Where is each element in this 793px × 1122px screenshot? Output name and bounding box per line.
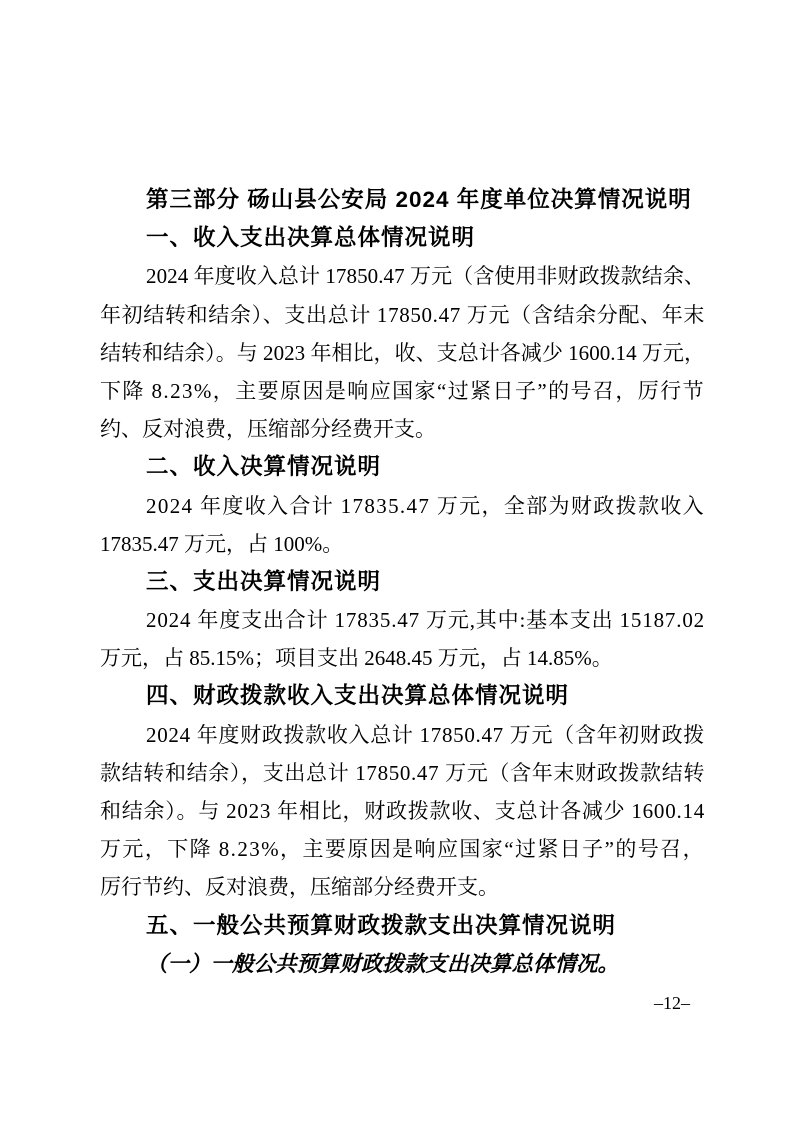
doc-line [100, 716, 705, 754]
document-content [100, 181, 705, 983]
doc-line [100, 410, 705, 448]
doc-line-text: 万元，占 85.15%；项目支出 2648.45 万元，占 14.85%。 [100, 646, 613, 671]
doc-line-text: 一、收入支出决算总体情况说明 [146, 225, 476, 251]
doc-line [100, 563, 705, 601]
doc-line-text: 17835.47 万元，占 100%。 [100, 531, 344, 556]
doc-line [100, 945, 705, 983]
doc-line-text: 2024 年度支出合计 17835.47 万元,其中:基本支出 15187.02 [146, 608, 705, 633]
doc-line-text: 第三部分 砀山县公安局 2024 年度单位决算情况说明 [146, 187, 692, 212]
doc-line [100, 677, 705, 715]
doc-line-text: 厉行节约、反对浪费，压缩部分经费开支。 [100, 875, 499, 900]
doc-line [100, 525, 705, 563]
doc-line-text: 2024 年度收入合计 17835.47 万元，全部为财政拨款收入 [146, 493, 705, 518]
doc-line [100, 181, 705, 219]
doc-line [100, 868, 705, 906]
doc-line [100, 257, 705, 295]
doc-line-text: 结转和结余）。与 2023 年相比，收、支总计各减少 1600.14 万元， [100, 340, 705, 365]
doc-line [100, 219, 705, 257]
doc-line-text: 二、收入决算情况说明 [146, 454, 382, 480]
doc-line-text: 万元，下降 8.23%，主要原因是响应国家“过紧日子”的号召， [100, 837, 705, 862]
doc-line [100, 639, 705, 677]
doc-line [100, 372, 705, 410]
doc-line-text: 和结余）。与 2023 年相比，财政拨款收、支总计各减少 1600.14 [100, 799, 705, 823]
doc-line-text: 三、支出决算情况说明 [146, 568, 382, 594]
doc-line [100, 830, 705, 868]
doc-line-text: 下降 8.23%，主要原因是响应国家“过紧日子”的号召，厉行节 [100, 378, 705, 403]
doc-line-text: 约、反对浪费，压缩部分经费开支。 [100, 417, 436, 442]
doc-line [100, 448, 705, 486]
doc-line-text: （一）一般公共预算财政拨款支出决算总体情况。 [146, 951, 620, 976]
doc-line-text: 款结转和结余），支出总计 17850.47 万元（含年末财政拨款结转 [100, 760, 705, 785]
doc-line [100, 754, 705, 792]
page-number: –12– [654, 993, 690, 1013]
doc-line [100, 792, 705, 830]
doc-line-text: 四、财政拨款收入支出决算总体情况说明 [146, 683, 570, 709]
doc-line-text: 年初结转和结余）、支出总计 17850.47 万元（含结余分配、年末 [100, 302, 705, 327]
doc-line [100, 601, 705, 639]
doc-line-text: 2024 年度收入总计 17850.47 万元（含使用非财政拨款结余、 [146, 264, 705, 289]
doc-line [100, 487, 705, 525]
doc-line-text: 五、一般公共预算财政拨款支出决算情况说明 [146, 912, 617, 938]
doc-line [100, 334, 705, 372]
doc-line-text: 2024 年度财政拨款收入总计 17850.47 万元（含年初财政拨 [146, 722, 705, 747]
doc-line [100, 907, 705, 945]
doc-line [100, 296, 705, 334]
